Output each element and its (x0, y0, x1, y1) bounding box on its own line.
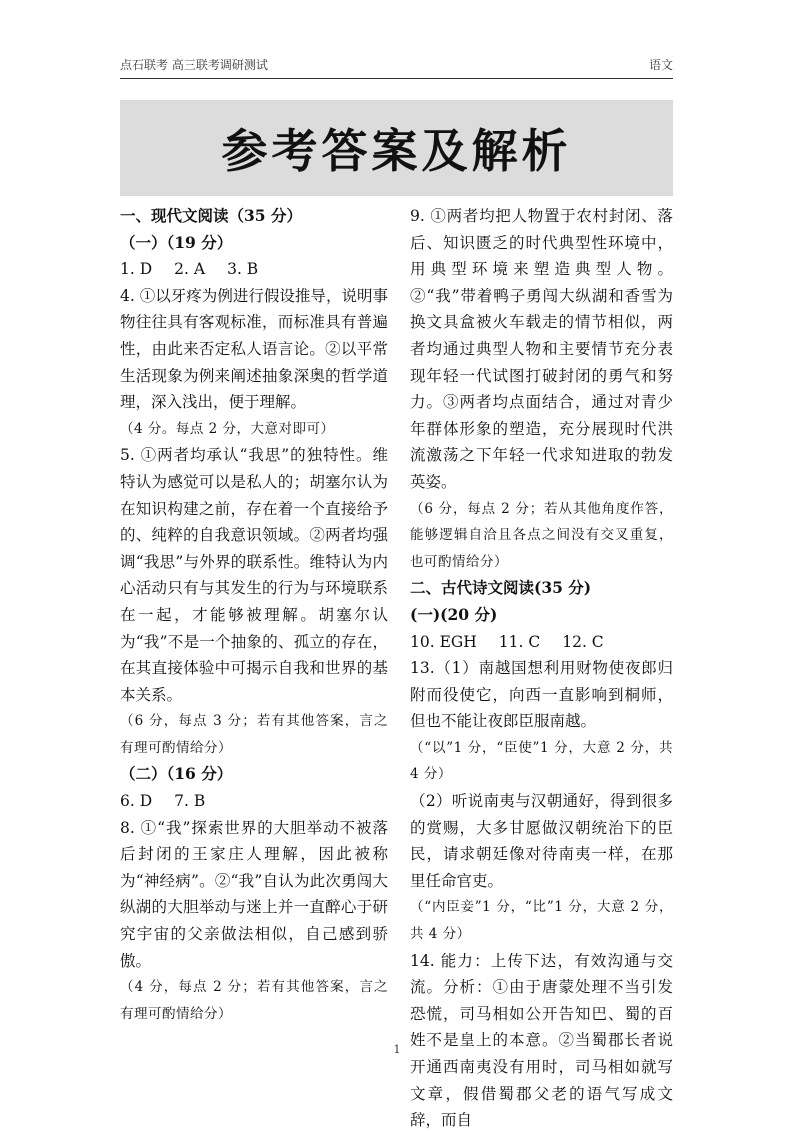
title-banner (120, 100, 673, 196)
answer-5: 5. ①两者均承认“我思”的独特性。维特认为感觉可以是私人的；胡塞尔认为在知识构建之前，存在着一个直接给予的、纯粹的自我意识领域。②两者均强调“我思”与外界的联系性。维特认为内心活动只有与其发生的行为与环境联系在一起，才能够被理解。胡塞尔认为“我”不是一个抽象的、孤立的存在，在其直接体验中可揭示自我和世界的基本关系。 (120, 446, 388, 704)
page-header (120, 52, 673, 79)
answer-8-note: （4 分，每点 2 分；若有其他答案，言之有理可酌情给分） (120, 979, 388, 1022)
answer-3: 3. B (227, 260, 259, 279)
answer-13-2: （2）听说南夷与汉朝通好，得到很多的赏赐，大多甘愿做汉朝统治下的臣民，请求朝廷像对待南夷一样，在那里任命官吏。 (410, 792, 673, 890)
answer-9-note: （6 分，每点 2 分；若从其他角度作答，能够逻辑自洽且各点之间没有交叉重复，也可酌情给分） (410, 500, 673, 570)
answer-13-1-note: （“以”1 分，“臣使”1 分，大意 2 分，共 4 分） (410, 739, 673, 783)
answer-11: 11. C (498, 632, 541, 651)
answer-10: 10. EGH (410, 632, 477, 651)
answer-4: 4. ①以牙疼为例进行假设推导，说明事物往往具有客观标准，而标准具有普遍性，由此来否定私人语言论。②以平常生活现象为例来阐述抽象深奥的哲学道理，深入浅出，便于理解。 (120, 286, 388, 412)
section-2-title: 二、古代诗文阅读(35 分) (410, 578, 592, 598)
part-2-title: （二）（16 分） (120, 764, 233, 784)
right-column (410, 203, 673, 1134)
answer-1: 1. D (120, 260, 153, 279)
header-exam-name: 点石联考 高三联考调研测试 (120, 58, 268, 72)
section-2-part-1-title: (一)(20 分) (410, 604, 498, 624)
answer-13-2-note: （“内臣妾”1 分，“比”1 分，大意 2 分，共 4 分） (410, 899, 673, 943)
header-subject: 语文 (648, 58, 673, 72)
left-column (120, 203, 388, 1027)
answer-5-note: （6 分，每点 3 分；若有其他答案，言之有理可酌情给分） (120, 713, 388, 756)
answers-6-7 (120, 788, 388, 815)
page-title: 参考答案及解析 (221, 124, 572, 178)
answer-6: 6. D (120, 792, 153, 811)
page-number: 1 (393, 1043, 401, 1056)
answer-8: 8. ①“我”探索世界的大胆举动不被落后封闭的王家庄人理解，因此被称为“神经病”。②“我”自认为此次勇闯大纵湖的大胆举动与迷上并一直醉心于研究宇宙的父亲做法相似，自己感到骄傲。 (120, 818, 388, 970)
answer-14: 14. 能力：上传下达，有效沟通与交流。分析：①由于唐蒙处理不当引发恐慌，司马相如公开告知巴、蜀的百姓不是皇上的本意。②当蜀郡长者说开通西南夷没有用时，司马相如就写文章，假借蜀郡父老的语气写成文辞，而自 (410, 951, 673, 1130)
answer-7: 7. B (174, 792, 206, 811)
answers-1-3 (120, 256, 388, 283)
answer-9: 9. ①两者均把人物置于农村封闭、落后、知识匮乏的时代典型性环境中，用典型环境来塑造典型人物。②“我”带着鸭子勇闯大纵湖和香雪为换文具盒被火车载走的情节相似，两者均通过典型人物和主要情节充分表现年轻一代试图打破封闭的勇气和努力。③两者均点面结合，通过对青少年群体形象的塑造，充分展现时代洪流激荡之下年轻一代求知进取的勃发英姿。 (410, 207, 673, 491)
part-1-title: （一）（19 分） (120, 232, 233, 252)
answer-2: 2. A (174, 260, 206, 279)
section-1-title: 一、现代文阅读（35 分） (120, 206, 302, 225)
answer-4-note: （4 分。每点 2 分，大意对即可） (120, 420, 335, 437)
answers-10-12 (410, 629, 673, 656)
answer-12: 12. C (562, 632, 604, 651)
answer-13-1: 13.（1）南越国想利用财物使夜郎归附而役使它，向西一直影响到桐师，但也不能让夜郎臣服南越。 (410, 659, 673, 731)
